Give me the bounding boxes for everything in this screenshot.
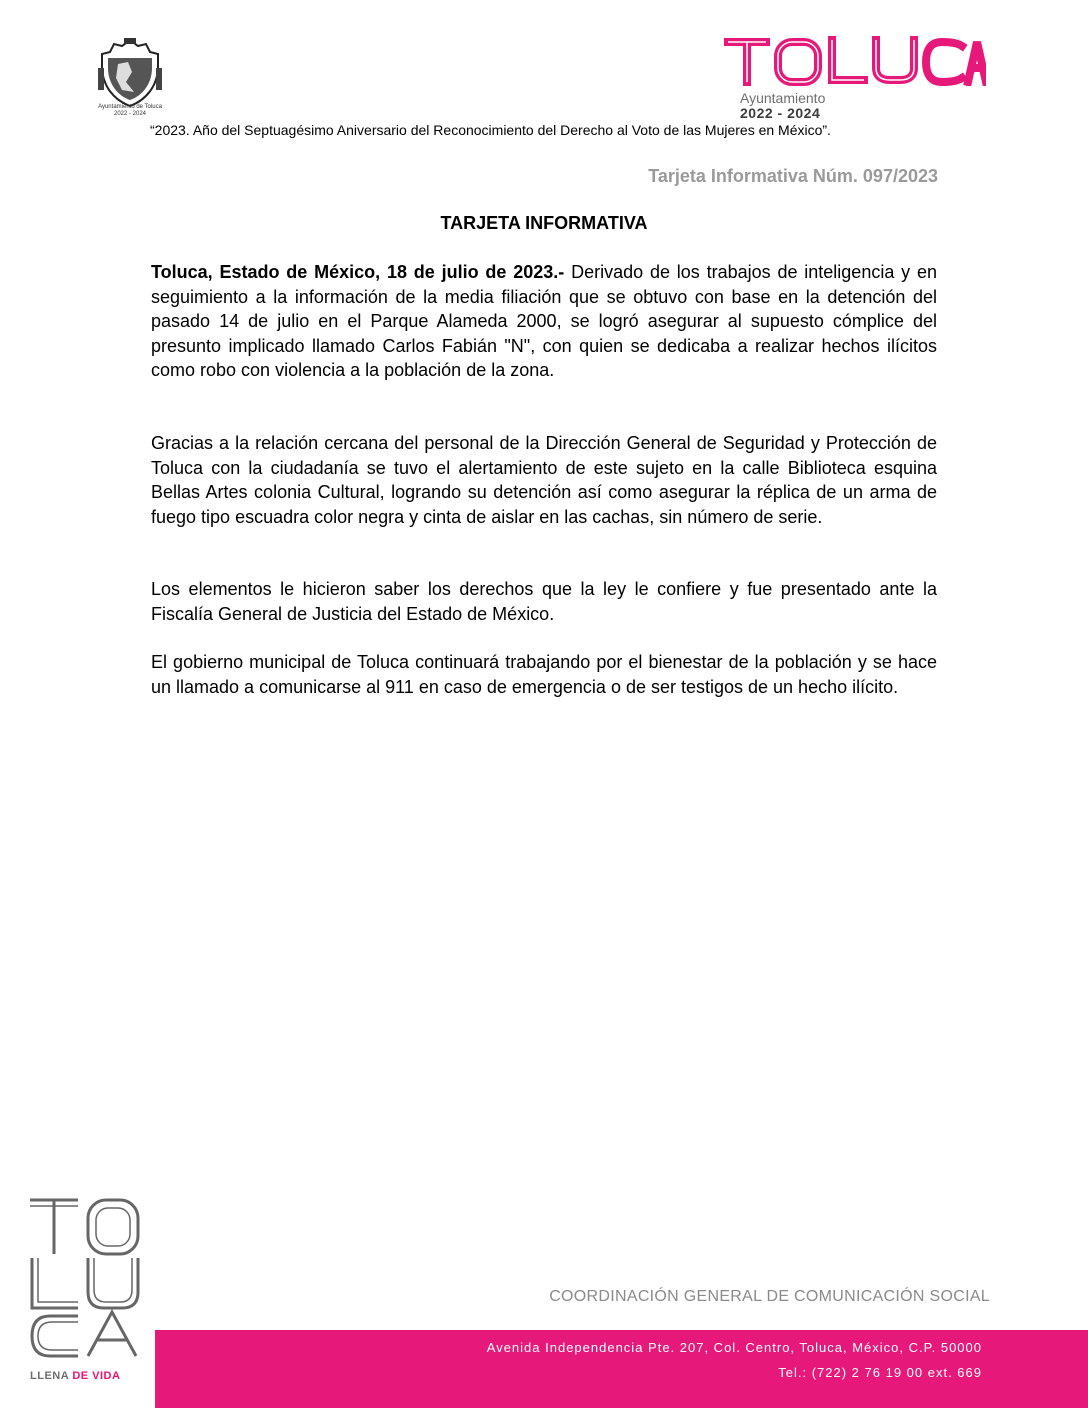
llena-text: LLENA bbox=[30, 1370, 69, 1382]
reference-number: Tarjeta Informativa Núm. 097/2023 bbox=[648, 166, 938, 186]
footer-address: Avenida Independencia Pte. 207, Col. Centro, Toluca, México, C.P. 50000 bbox=[486, 1340, 982, 1355]
paragraph-3: Los elementos le hicieron saber los derechos que la ley le confiere y fue presentado ante la Fiscalía General de Justicia del Estado de México. bbox=[151, 579, 937, 624]
toluca-footer-logo bbox=[26, 1192, 146, 1362]
ayuntamiento-label: Ayuntamiento bbox=[740, 90, 826, 106]
llena-de-vida-slogan bbox=[30, 1370, 120, 1382]
footer-phone: Tel.: (722) 2 76 19 00 ext. 669 bbox=[778, 1365, 982, 1380]
office-name: COORDINACIÓN GENERAL DE COMUNICACIÓN SOCIAL bbox=[549, 1288, 990, 1305]
municipal-caption: Ayuntamiento de Toluca 2022 - 2024 bbox=[98, 104, 162, 117]
administration-years: 2022 - 2024 bbox=[740, 105, 821, 121]
paragraph-1 bbox=[151, 260, 937, 383]
toluca-brand-logo bbox=[724, 36, 986, 86]
document-title: TARJETA INFORMATIVA bbox=[440, 213, 648, 233]
paragraph-1-text: Derivado de los trabajos de inteligencia y en seguimiento a la información de la media filiación que se obtuvo con base en la detención del pasado 14 de julio en el Parque Alameda 2000, se logró asegurar al supuesto cómplice del presunto implicado llamado Carlos Fabián "N", con quien se dedicaba a realizar hechos ilícitos como robo con violencia a la población de la zona. bbox=[151, 262, 937, 380]
dateline: Toluca, Estado de México, 18 de julio de 2023.- bbox=[151, 262, 565, 282]
year-slogan: “2023. Año del Septuagésimo Aniversario del Reconocimiento del Derecho al Voto de las Mujeres en México”. bbox=[150, 122, 831, 138]
paragraph-2: Gracias a la relación cercana del personal de la Dirección General de Seguridad y Protección de Toluca con la ciudadanía se tuvo el alertamiento de este sujeto en la calle Biblioteca esquina Bellas Artes colonia Cultural, logrando su detención así como asegurar la réplica de un arma de fuego tipo escuadra color negra y cinta de aislar en las cachas, sin número de serie. bbox=[151, 433, 937, 527]
paragraph-4: El gobierno municipal de Toluca continuará trabajando por el bienestar de la población y se hace un llamado a comunicarse al 911 en caso de emergencia o de ser testigos de un hecho ilícito. bbox=[151, 652, 937, 697]
de-vida-text: DE VIDA bbox=[68, 1370, 121, 1382]
